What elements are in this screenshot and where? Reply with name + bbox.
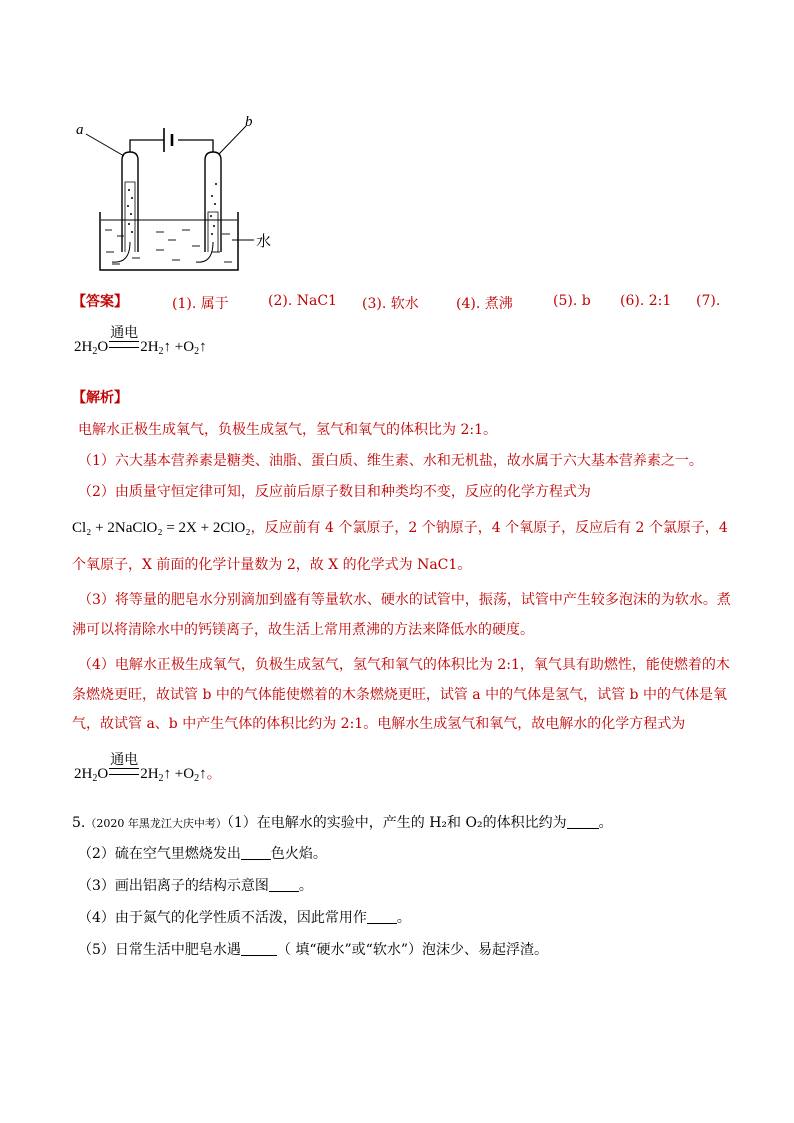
label-b: b: [245, 114, 253, 130]
blank-4[interactable]: [367, 909, 397, 924]
analysis-intro: 电解水正极生成氧气，负极生成氢气，氢气和氧气的体积比为 2:1。: [78, 422, 497, 438]
analysis-p3-line1: （3）将等量的肥皂水分别滴加到盛有等量软水、硬水的试管中，振荡，试管中产生较多泡沫的为软水。煮: [78, 592, 731, 608]
question-5-line-2: （2）硫在空气里燃烧发出 色火焰。: [78, 846, 327, 862]
answer-item-1: (1). 属于: [172, 296, 229, 312]
blank-5[interactable]: [241, 941, 277, 956]
analysis-p4-line2: 条燃烧更旺，故试管 b 中的气体能使燃着的木条燃烧更旺，试管 a 中的气体是氢气，试管 b 中的气体是氧: [72, 687, 727, 703]
analysis-label: 【解析】: [72, 390, 128, 406]
analysis-p2-line1: （2）由质量守恒定律可知，反应前后原子数目和种类均不变，反应的化学方程式为: [78, 484, 591, 500]
answer-item-7: (7).: [696, 293, 721, 309]
analysis-equation: $2H_2O$ 通电 $2H_2↑$ $+O_2↑$。: [74, 753, 222, 784]
answer-item-3: (3). 软水: [362, 296, 419, 312]
blank-1[interactable]: [567, 814, 599, 829]
label-water: 水: [256, 232, 272, 250]
question-number: 5.: [72, 815, 86, 831]
answer-item-5: (5). b: [553, 293, 591, 309]
analysis-p3-line2: 沸可以将清除水中的钙镁离子，故生活上常用煮沸的方法来降低水的硬度。: [72, 622, 534, 638]
question-5-line-5: （5）日常生活中肥皂水遇 （ 填“硬水”或“软水”）泡沫少、易起浮渣。: [78, 942, 548, 958]
question-5-line-3: （3）画出铝离子的结构示意图 。: [78, 878, 313, 894]
blank-2[interactable]: [241, 845, 271, 860]
blank-3[interactable]: [269, 877, 299, 892]
analysis-p2-line3: 个氧原子，X 前面的化学计量数为 2，故 X 的化学式为 NaC1。: [72, 557, 472, 573]
answer-label: 【答案】: [72, 294, 128, 310]
analysis-p1: （1）六大基本营养素是糖类、油脂、蛋白质、维生素、水和无机盐，故水属于六大基本营养素之一。: [78, 453, 703, 469]
analysis-p4-line1: （4）电解水正极生成氧气，负极生成氢气，氢气和氧气的体积比为 2:1，氧气具有助燃性，能使燃着的木: [78, 657, 730, 673]
analysis-p4-line3: 气，故试管 a、b 中产生气体的体积比约为 2:1。电解水生成氢气和氧气，故电解水的化学方程式为: [72, 716, 686, 732]
question-source: （2020 年黑龙江大庆中考）: [85, 817, 227, 830]
electrolysis-apparatus-diagram: [72, 112, 282, 284]
answer-item-6: (6). 2:1: [620, 293, 672, 309]
answer-equation: $2H_2O$ 通电 $2H_2↑$ $+O_2↑$: [74, 326, 207, 357]
label-a: a: [76, 122, 84, 138]
question-5-line-4: （4）由于氮气的化学性质不活泼，因此常用作 。: [78, 910, 411, 926]
analysis-p2-equation-line: Cl₂ + 2NaClO₂ = 2X + 2ClO₂，反应前有 4 个氯原子，2 个钠原子，4 个氧原子，反应后有 2 个氯原子，4: [72, 520, 728, 536]
answer-item-4: (4). 煮沸: [456, 296, 513, 312]
question-5-line-1: 5.（2020 年黑龙江大庆中考）（1）在电解水的实验中，产生的 H₂和 O₂的体积比约为 。: [72, 815, 613, 831]
answer-item-2: (2). NaC1: [268, 293, 337, 309]
